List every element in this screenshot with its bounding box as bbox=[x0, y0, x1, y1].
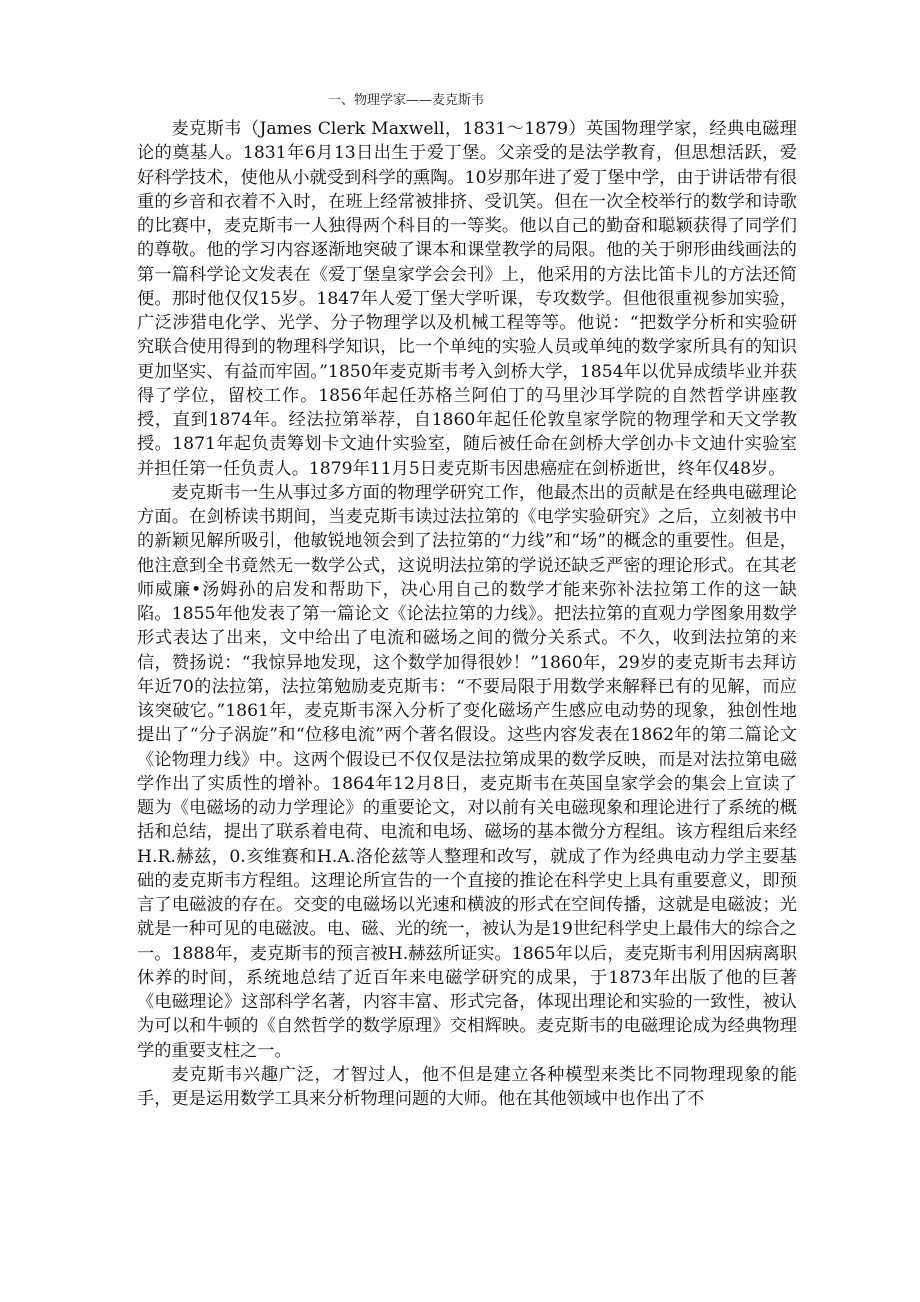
paragraph-3: 麦克斯韦兴趣广泛，才智过人，他不但是建立各种模型来类比不同物理现象的能手，更是运用数学工具来分析物理问题的大师。他在其他领域中也作出了不 bbox=[137, 1064, 797, 1109]
paragraph-1: 麦克斯韦（James Clerk Maxwell，1831～1879）英国物理学家，经典电磁理论的奠基人。1831年6月13日出生于爱丁堡。父亲受的是法学教育，但思想活跃，爱好科学技术，使他从小就受到科学的熏陶。10岁那年进了爱丁堡中学，由于讲话带有很重的乡音和衣着不入时，在班上经常被排挤、受讥笑。但在一次全校举行的数学和诗歌的比赛中，麦克斯韦一人独得两个科目的一等奖。他以自己的勤奋和聪颖获得了同学们的尊敬。他的学习内容逐渐地突破了课本和课堂教学的局限。他的关于卵形曲线画法的第一篇科学论文发表在《爱丁堡皇家学会会刊》上，他采用的方法比笛卡儿的方法还简便。那时他仅仅15岁。1847年人爱丁堡大学听课，专攻数学。但他很重视参加实验，广泛涉猎电化学、光学、分子物理学以及机械工程等等。他说：“把数学分析和实验研究联合使用得到的物理科学知识，比一个单纯的实验人员或单纯的数学家所具有的知识更加坚实、有益而牢固。”1850年麦克斯韦考入剑桥大学，1854年以优异成绩毕业并获得了学位，留校工作。1856年起任苏格兰阿伯丁的马里沙耳学院的自然哲学讲座教授，直到1874年。经法拉第举荐，自1860年起任伦敦皇家学院的物理学和天文学教授。1871年起负责筹划卡文迪什实验室，随后被任命在剑桥大学创办卡文迪什实验室并担任第一任负责人。1879年11月5日麦克斯韦因患癌症在剑桥逝世，终年仅48岁。 bbox=[137, 119, 797, 479]
body-text bbox=[137, 117, 797, 1111]
paragraph-2: 麦克斯韦一生从事过多方面的物理学研究工作，他最杰出的贡献是在经典电磁理论方面。在剑桥读书期间，当麦克斯韦读过法拉第的《电学实验研究》之后，立刻被书中的新颖见解所吸引，他敏锐地领会到了法拉第的“力线”和“场”的概念的重要性。但是，他注意到全书竟然无一数学公式，这说明法拉第的学说还缺乏严密的理论形式。在其老师威廉•汤姆孙的启发和帮助下，决心用自己的数学才能来弥补法拉第工作的这一缺陷。1855年他发表了第一篇论文《论法拉第的力线》。把法拉第的直观力学图象用数学形式表达了出来，文中给出了电流和磁场之间的微分关系式。不久，收到法拉第的来信，赞扬说：“我惊异地发现，这个数学加得很妙！”1860年，29岁的麦克斯韦去拜访年近70的法拉第，法拉第勉励麦克斯韦：“不要局限于用数学来解释已有的见解，而应该突破它。”1861年，麦克斯韦深入分析了变化磁场产生感应电动势的现象，独创性地提出了“分子涡旋”和“位移电流”两个著名假设。这些内容发表在1862年的第二篇论文《论物理力线》中。这两个假设已不仅仅是法拉第成果的数学反映，而是对法拉第电磁学作出了实质性的增补。1864年12月8日，麦克斯韦在英国皇家学会的集会上宣读了题为《电磁场的动力学理论》的重要论文，对以前有关电磁现象和理论进行了系统的概括和总结，提出了联系着电荷、电流和电场、磁场的基本微分方程组。该方程组后来经H.R.赫兹，0.亥维赛和H.A.洛伦兹等人整理和改写，就成了作为经典电动力学主要基础的麦克斯韦方程组。这理论所宣告的一个直接的推论在科学史上具有重要意义，即预言了电磁波的存在。交变的电磁场以光速和横波的形式在空间传播，这就是电磁波；光就是一种可见的电磁波。电、磁、光的统一，被认为是19世纪科学史上最伟大的综合之一。1888年，麦克斯韦的预言被H.赫兹所证实。1865年以后，麦克斯韦利用因病离职休养的时间，系统地总结了近百年来电磁学研究的成果，于1873年出版了他的巨著《电磁理论》这部科学名著，内容丰富、形式完备，体现出理论和实验的一致性，被认为可以和牛顿的《自然哲学的数学原理》交相辉映。麦克斯韦的电磁理论成为经典物理学的重要支柱之一。 bbox=[137, 482, 797, 1061]
section-heading: 一、物理学家——麦克斯韦 bbox=[328, 93, 485, 108]
